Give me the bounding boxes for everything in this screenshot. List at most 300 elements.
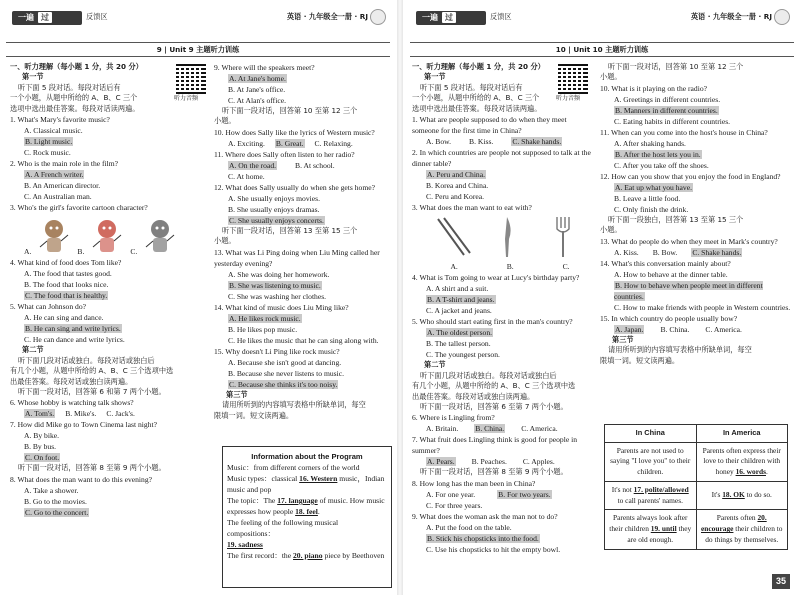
option[interactable]: B. She usually enjoys dramas.: [228, 204, 320, 214]
option[interactable]: A. On the road.: [229, 160, 277, 170]
option-row: [214, 215, 392, 226]
question-item: [10, 114, 208, 158]
option-row: [10, 290, 208, 301]
instruction-line: 限填一词。短文读两遍。: [214, 410, 294, 420]
option[interactable]: B. Bow.: [652, 247, 678, 257]
option[interactable]: C. America.: [705, 324, 742, 334]
option-row: [412, 305, 594, 316]
question-item: [412, 478, 594, 511]
question-list: [412, 272, 594, 360]
question-text: 9. Where will the speakers meet?: [214, 63, 315, 72]
option[interactable]: C. She usually enjoys concerts.: [229, 215, 324, 225]
option[interactable]: A. A French writer.: [25, 170, 84, 180]
question-list: [412, 478, 594, 555]
option-row: [10, 169, 208, 180]
option-row: [214, 335, 392, 346]
option[interactable]: A.: [24, 247, 32, 257]
option[interactable]: C. A jacket and jeans.: [426, 306, 492, 316]
instruction-line: 小题。: [600, 72, 622, 82]
question-item: [10, 397, 208, 419]
instruction-line: 一个小题，从题中所给的 A、B、C 三个: [10, 93, 138, 103]
instruction-line: 听下面一段对话，回答第 10 至第 12 三个: [222, 106, 358, 115]
question-text: 14. What kind of music does Liu Ming like?: [214, 302, 349, 312]
answer-20: 20. piano: [293, 551, 323, 560]
question-item: [600, 258, 792, 313]
option-row: [412, 283, 594, 294]
question-list: [214, 62, 392, 106]
option[interactable]: A. Bow.: [426, 137, 452, 147]
answer-19: 19. until: [650, 524, 677, 534]
question-item: [10, 301, 208, 345]
option-row: [10, 180, 208, 191]
page-title: 9 | Unit 9 主题听力训练: [6, 42, 390, 57]
option-row: [214, 313, 392, 324]
option-row: [10, 452, 208, 463]
option[interactable]: A. He likes rock music.: [229, 313, 301, 323]
option-row: [214, 324, 392, 335]
option[interactable]: A. After shaking hands.: [614, 138, 686, 148]
option-row: [600, 94, 792, 105]
question-text: 4. What is Tom going to wear at Lucy's birthday party?: [412, 273, 580, 283]
qr-label: 听力音频: [556, 95, 581, 102]
question-item: [412, 147, 594, 202]
question-item: [214, 247, 392, 302]
part-heading: 第三节: [612, 334, 634, 344]
option[interactable]: B. Light music.: [25, 137, 73, 147]
question-item: [214, 182, 392, 226]
options-row: [412, 456, 594, 467]
option-row: [412, 191, 594, 202]
answer-16: 16. words: [735, 467, 766, 477]
option[interactable]: B. How to behave when people meet in different countries.: [614, 280, 763, 301]
question-item: [412, 434, 594, 467]
instruction-line: 听下面一段对话，回答第 8 至第 9 两个小题。: [18, 463, 166, 473]
book-spine: [397, 0, 403, 595]
question-list: [600, 236, 792, 335]
option[interactable]: A. He can sing and dance.: [24, 313, 104, 323]
option[interactable]: C. Because she thinks it's too noisy.: [229, 379, 338, 389]
table-cell: It's not 17. polite/allowed to call parents' names.: [605, 481, 697, 509]
option[interactable]: A. Exciting.: [228, 138, 265, 148]
option-row: [214, 269, 392, 280]
question-list: [214, 247, 392, 390]
option-row: [412, 327, 594, 338]
question-list: [10, 474, 208, 518]
option[interactable]: C. Go to the concert.: [25, 507, 89, 517]
options-row: [412, 423, 594, 434]
option[interactable]: C. Relaxing.: [314, 138, 353, 148]
instruction-line: 出最佳答案。每段对话或独白读两遍。: [412, 391, 535, 401]
option[interactable]: A. She was doing her homework.: [228, 269, 330, 279]
question-item: [214, 127, 392, 149]
cartoon-boy-image: [90, 217, 124, 257]
option-row: [10, 430, 208, 441]
table-cell: Parents often express their love to their children with honey 16. words.: [696, 442, 788, 481]
instruction-line: 一个小题，从题中所给的 A、B、C 三个: [412, 93, 540, 103]
option[interactable]: B. At school.: [295, 160, 335, 170]
answer-18: 18. feel: [295, 507, 318, 516]
page-title: 10 | Unit 10 主题听力训练: [410, 42, 794, 57]
section-heading: 一、听力理解（每小题 1 分，共 20 分）: [10, 62, 143, 71]
instruction-line: 听下面一段对话，回答第 6 至第 7 两个小题。: [420, 401, 568, 411]
option-row: [600, 160, 792, 171]
question-text: 1. What are people supposed to do when they meet someone for the first time in China?: [412, 115, 567, 136]
option[interactable]: B. The tallest person.: [426, 339, 491, 349]
answer-17: 17. language: [277, 496, 318, 505]
option[interactable]: C. Jack's.: [106, 409, 135, 419]
option-row: [412, 544, 594, 555]
option-row: [412, 294, 594, 305]
table-cell: Parents are not used to saying "I love you" to their children.: [605, 442, 697, 481]
option[interactable]: B. After the host lets you in.: [615, 149, 701, 159]
picture-row: [10, 213, 208, 257]
chopsticks-image: [434, 215, 474, 259]
option[interactable]: A. At Jane's home.: [229, 74, 286, 83]
answer-18: 18. OK: [722, 490, 745, 500]
left-column-1: [10, 62, 208, 518]
question-text: 8. How long has the man been in China?: [412, 478, 536, 488]
option[interactable]: B. Mike's.: [65, 409, 97, 419]
option-row: [10, 496, 208, 507]
question-text: 8. What does the man want to do this evening?: [10, 474, 153, 484]
question-item: [10, 158, 208, 202]
option-row: [214, 368, 392, 379]
table-header: In America: [696, 425, 788, 443]
option[interactable]: B. He can sing and write lyrics.: [25, 324, 121, 334]
qr-code[interactable]: [558, 64, 588, 94]
question-text: 9. What does the woman ask the man not to do?: [412, 511, 558, 521]
section-heading: 一、听力理解（每小题 1 分，共 20 分）: [412, 62, 545, 71]
instruction-line: 选项中选出最佳答案。每段对话读两遍。: [412, 103, 542, 113]
picture-row: [412, 213, 594, 261]
instruction-line: 听下面一段对话，回答第 8 至第 9 两个小题。: [420, 467, 568, 477]
question-text: 1. What's Mary's favorite music?: [10, 115, 110, 125]
feedback-label: 反馈区: [86, 12, 108, 21]
option-row: [600, 105, 792, 116]
instruction-line: 请用所听到的内容填写表格中所缺单词，每空: [222, 400, 366, 410]
question-item: [10, 202, 208, 257]
option[interactable]: C. Shake hands.: [512, 137, 562, 147]
box-line: Music types：classical 16. Western music，Indian: [227, 474, 385, 483]
question-item: [600, 127, 792, 171]
option[interactable]: B. By bus.: [24, 442, 57, 452]
option[interactable]: C. He likes the music that he can sing along with.: [228, 335, 379, 345]
box-line: The first record：the 20. piano piece by Beethoven: [227, 551, 385, 560]
option[interactable]: C. He can dance and write lyrics.: [24, 335, 125, 345]
option-row: [412, 500, 594, 511]
options-row: [412, 261, 594, 272]
cartoon-mouse-image: [143, 217, 177, 257]
option[interactable]: C. Peru and Korea.: [426, 192, 484, 202]
option-row: [214, 73, 392, 84]
series-label: 英语 · 九年级全一册 · RJ: [286, 12, 368, 21]
question-text: 3. Who's the girl's favorite cartoon character?: [10, 203, 148, 213]
option[interactable]: C. Only finish the drink.: [614, 204, 689, 214]
option[interactable]: B. Great.: [275, 138, 304, 148]
option-row: [600, 182, 792, 193]
brand-badge: 一遍 过: [12, 11, 82, 25]
series-label: 英语 · 九年级全一册 · RJ: [690, 12, 772, 21]
seal-icon: [774, 9, 790, 25]
option[interactable]: C. At home.: [228, 171, 265, 181]
page-header: [410, 9, 794, 31]
part-heading: 第一节: [424, 72, 446, 82]
part-heading: 第二节: [424, 360, 446, 370]
option[interactable]: C. How to make friends with people in Western countries.: [614, 302, 791, 312]
option[interactable]: A. She usually enjoys movies.: [228, 193, 320, 203]
option[interactable]: B. China.: [475, 424, 505, 434]
option[interactable]: B. He likes pop music.: [228, 324, 298, 334]
question-text: 3. What does the man want to eat with?: [412, 203, 532, 213]
option[interactable]: B. For two years.: [498, 489, 551, 499]
option[interactable]: A. The oldest person.: [427, 328, 493, 338]
options-row: [214, 160, 392, 171]
option[interactable]: A. Greetings in different countries.: [614, 94, 721, 104]
option[interactable]: C. An Australian man.: [24, 192, 92, 202]
option[interactable]: B. The food that looks nice.: [24, 280, 109, 290]
option-row: [10, 485, 208, 496]
question-list: [412, 114, 594, 202]
question-list: [10, 114, 208, 345]
option[interactable]: C. After you take off the shoes.: [614, 160, 709, 170]
option[interactable]: B. Stick his chopsticks into the food.: [427, 533, 539, 543]
page-number: 35: [772, 574, 790, 589]
question-text: 6. Where is Lingling from?: [412, 413, 495, 423]
box-line: music and pop: [227, 485, 272, 494]
question-item: [600, 171, 792, 215]
option[interactable]: C.: [562, 262, 570, 272]
option[interactable]: B. She was listening to music.: [229, 280, 321, 290]
option-row: [214, 280, 392, 291]
option-row: [214, 379, 392, 390]
options-row: [10, 408, 208, 419]
options-row: [600, 324, 792, 335]
answer-16: 16. Western: [299, 474, 338, 483]
box-line: Music：from different corners of the world: [227, 463, 360, 472]
question-item: [412, 114, 594, 147]
question-text: 6. Whose hobby is watching talk shows?: [10, 398, 134, 408]
option[interactable]: A. For one year.: [426, 489, 476, 499]
instruction-line: 听下面几段对话或独白。每段对话或独白后: [420, 370, 557, 380]
page-header: [6, 9, 390, 31]
option[interactable]: C. Eating habits in different countries.: [614, 116, 731, 126]
question-item: [10, 419, 208, 463]
option-row: [10, 279, 208, 290]
option[interactable]: C. For three years.: [426, 500, 483, 510]
instruction-line: 小题。: [600, 225, 622, 235]
qr-code[interactable]: [176, 64, 206, 94]
right-page: [404, 0, 800, 595]
option[interactable]: A. Classical music.: [24, 126, 83, 136]
option[interactable]: B. Korea and China.: [426, 181, 489, 191]
question-text: 12. How can you show that you enjoy the food in England?: [600, 171, 781, 181]
option[interactable]: C. Apples.: [522, 457, 555, 467]
question-item: [412, 272, 594, 316]
option[interactable]: C.: [130, 247, 138, 257]
option[interactable]: C. She was washing her clothes.: [228, 291, 327, 301]
option-row: [600, 204, 792, 215]
option[interactable]: B. At Jane's office.: [228, 85, 286, 94]
instruction-line: 小题。: [214, 236, 236, 246]
box-line: The topic：The 17. language of music. How music: [227, 496, 385, 505]
instruction-line: 有几个小题，从题中所给的 A、B、C 三个选项中选: [10, 366, 174, 376]
option-row: [412, 533, 594, 544]
question-3: [412, 202, 594, 272]
option[interactable]: B. An American director.: [24, 181, 101, 191]
answer-19: 19. sadness: [227, 540, 263, 549]
option[interactable]: B. Peaches.: [471, 457, 507, 467]
part-heading: 第二节: [22, 345, 44, 355]
option[interactable]: B. A T-shirt and jeans.: [427, 295, 495, 305]
option-row: [412, 169, 594, 180]
instruction-line: 听下面 5 段对话。每段对话后有: [420, 82, 523, 92]
question-text: 10. How does Sally like the lyrics of Western music?: [214, 127, 375, 137]
part-heading: 第三节: [226, 389, 248, 399]
option[interactable]: C. Rock music.: [24, 148, 71, 158]
fork-image: [546, 215, 586, 259]
question-item: [214, 302, 392, 346]
option[interactable]: B. Leave a little food.: [614, 193, 681, 203]
option[interactable]: C. At Alan's office.: [228, 96, 286, 105]
option-row: [10, 507, 208, 518]
question-item: [412, 316, 594, 360]
instruction-line: 请用所听到的内容填写表格中所缺单词，每空: [608, 345, 752, 355]
option-row: [214, 193, 392, 204]
option[interactable]: A. Pears.: [427, 457, 455, 467]
option-row: [214, 357, 392, 368]
option-row: [10, 312, 208, 323]
option[interactable]: C. Use his chopsticks to hit the empty bowl.: [426, 544, 561, 554]
option-row: [10, 441, 208, 452]
comparison-table: [604, 424, 788, 550]
instruction-line: 小题。: [214, 116, 236, 126]
qr-label: 听力音频: [174, 95, 199, 102]
left-page: [0, 0, 396, 595]
box-line: expresses how people 18. feel.: [227, 507, 320, 516]
option[interactable]: C. The food that is healthy.: [25, 291, 108, 301]
question-text: 14. What's this conversation mainly about?: [600, 258, 731, 268]
option[interactable]: A. A shirt and a suit.: [426, 284, 489, 294]
option[interactable]: A. The food that tastes good.: [24, 269, 112, 279]
option[interactable]: A. Peru and China.: [427, 170, 485, 180]
table-header: In China: [605, 425, 697, 443]
option[interactable]: B. Manners in different countries.: [615, 105, 718, 115]
seal-icon: [370, 9, 386, 25]
knife-image: [490, 215, 530, 259]
question-item: [412, 511, 594, 555]
option[interactable]: A. By bike.: [24, 431, 60, 441]
feedback-label: 反馈区: [490, 12, 512, 21]
option-row: [600, 302, 792, 313]
option[interactable]: B. Kiss.: [469, 137, 494, 147]
instruction-line: 出最佳答案。每段对话或独白读两遍。: [10, 376, 133, 386]
question-item: [10, 257, 208, 301]
instruction-line: 听下面一段对话，回答第 6 和第 7 两个小题。: [18, 386, 166, 396]
option-row: [412, 349, 594, 360]
question-item: [214, 346, 392, 390]
question-text: 5. Who should start eating first in the man's country?: [412, 317, 573, 327]
option[interactable]: A. How to behave at the dinner table.: [614, 269, 728, 279]
option[interactable]: C. On foot.: [25, 453, 60, 463]
question-text: 13. What do people do when they meet in Mark's country?: [600, 236, 778, 246]
options-row: [412, 136, 594, 147]
instruction-line: 听下面 5 段对话。每段对话后有: [18, 82, 121, 92]
option-row: [10, 323, 208, 334]
option-row: [10, 268, 208, 279]
table-cell: It's 18. OK to do so.: [696, 481, 788, 509]
program-info-box: [222, 446, 392, 588]
question-text: 7. What fruit does Lingling think is good for people in summer?: [412, 435, 578, 456]
instruction-line: 听下面一段对话，回答第 13 至第 15 三个: [222, 225, 358, 235]
option-row: [600, 138, 792, 149]
instruction-line: 听下面一段对话，回答第 10 至第 12 三个: [608, 62, 744, 71]
option[interactable]: A. Put the food on the table.: [426, 522, 512, 532]
right-column-1: [412, 62, 594, 555]
option-row: [10, 136, 208, 147]
question-text: 15. In which country do people usually bow?: [600, 313, 738, 323]
options-row: [214, 138, 392, 149]
instruction-line: 听下面几段对话或独白。每段对话或独白后: [18, 355, 155, 365]
option-row: [600, 149, 792, 160]
option[interactable]: A. Eat up what you have.: [615, 182, 692, 192]
option[interactable]: A. Take a shower.: [24, 485, 79, 495]
part-heading: 第一节: [22, 72, 44, 82]
question-list: [214, 127, 392, 226]
question-text: 2. Who is the main role in the film?: [10, 159, 119, 169]
question-text: 4. What kind of food does Tom like?: [10, 258, 122, 268]
question-text: 11. Where does Sally often listen to her radio?: [214, 149, 355, 159]
brand-badge: 一遍 过: [416, 11, 486, 25]
question-text: 7. How did Mike go to Town Cinema last night?: [10, 420, 157, 430]
instruction-line: 限填一词。短文读两遍。: [600, 355, 680, 365]
option[interactable]: B. Because she never listens to music.: [228, 368, 344, 378]
option[interactable]: A. Britain.: [426, 424, 459, 434]
option-row: [10, 191, 208, 202]
option[interactable]: A.: [450, 262, 458, 272]
instruction-line: 选项中选出最佳答案。每段对话读两遍。: [10, 103, 140, 113]
option[interactable]: B. China.: [660, 324, 690, 334]
option[interactable]: A. Kiss.: [614, 247, 639, 257]
table-cell: Parents often 20. encourage their children to do things by themselves.: [696, 510, 788, 549]
question-text: 5. What can Johnson do?: [10, 302, 86, 312]
option-row: [214, 204, 392, 215]
options-row: [412, 489, 594, 500]
cartoon-monkey-image: [37, 217, 71, 257]
option[interactable]: B. Go to the movies.: [24, 496, 87, 506]
option[interactable]: A. Japan.: [615, 324, 644, 334]
question-item: [600, 236, 792, 258]
option[interactable]: B.: [506, 262, 514, 272]
options-row: [600, 247, 792, 258]
option[interactable]: C. Shake hands.: [692, 247, 742, 257]
option[interactable]: C. The youngest person.: [426, 350, 500, 360]
option-row: [600, 193, 792, 204]
option-row: [412, 338, 594, 349]
option[interactable]: C. America.: [521, 424, 558, 434]
box-line: The feeling of the following musical compositions：: [227, 518, 339, 538]
question-text: 12. What does Sally usually do when she gets home?: [214, 182, 375, 192]
option-row: [10, 125, 208, 136]
option[interactable]: B.: [77, 247, 85, 257]
option[interactable]: A. Tom's.: [25, 409, 55, 419]
question-item: [214, 62, 392, 106]
question-list: [600, 83, 792, 215]
option[interactable]: A. Because she isn't good at dancing.: [228, 357, 342, 367]
option-row: [214, 84, 392, 95]
question-text: 15. Why doesn't Li Ping like rock music?: [214, 346, 340, 356]
option-row: [412, 522, 594, 533]
option-row: [214, 95, 392, 106]
